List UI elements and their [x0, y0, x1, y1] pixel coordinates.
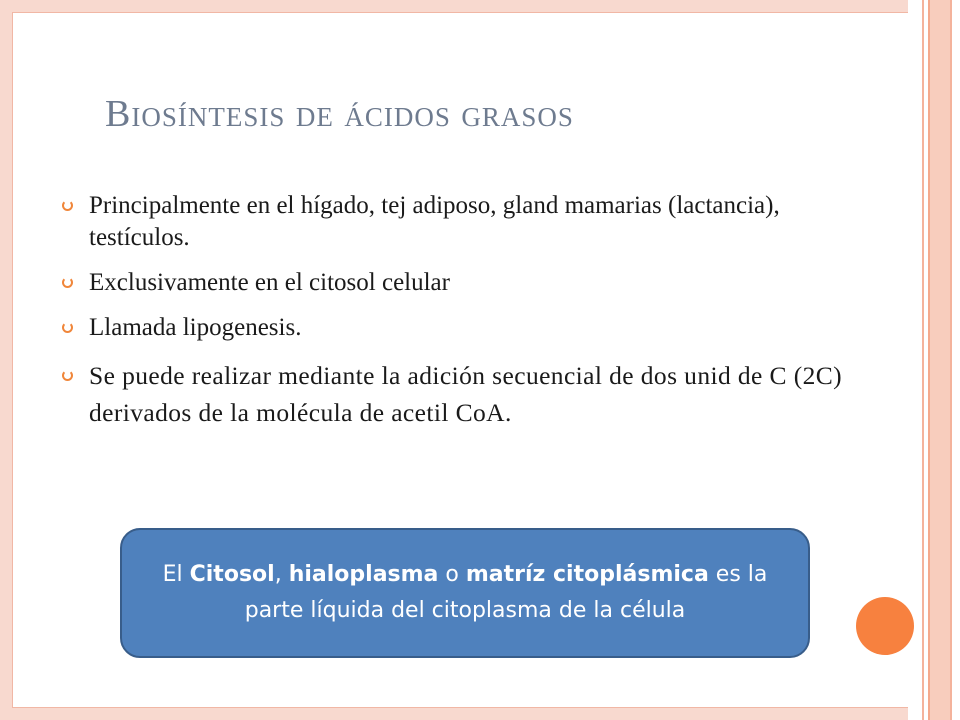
bullet-marker-icon — [62, 370, 73, 381]
bullet-list — [62, 190, 862, 444]
callout-term-matriz: matríz citoplásmica — [465, 562, 709, 587]
bullet-text: Principalmente en el hígado, tej adiposo, gland mamarias (lactancia), testículos. — [89, 192, 780, 251]
bullet-marker-icon — [62, 277, 73, 288]
callout-text-part: o — [438, 562, 466, 587]
bullet-item — [62, 357, 862, 431]
bullet-item — [62, 312, 862, 344]
bullet-marker-icon — [62, 322, 73, 333]
bullet-item — [62, 267, 862, 299]
bullet-marker-icon — [62, 200, 73, 211]
bullet-text: Llamada lipogenesis. — [89, 314, 302, 341]
right-decorative-band — [918, 0, 960, 720]
slide-title: Biosíntesis de ácidos grasos — [105, 93, 574, 135]
definition-callout-box — [120, 528, 810, 658]
callout-term-citosol: Citosol — [189, 562, 275, 587]
decorative-orange-circle — [856, 597, 914, 655]
bullet-item — [62, 190, 862, 254]
callout-text — [136, 557, 794, 629]
callout-term-hialoplasma: hialoplasma — [288, 562, 439, 587]
bullet-text: Se puede realizar mediante la adición secuencial de dos unid de C (2C) derivados de la molécula de acetil CoA. — [89, 361, 843, 427]
bullet-text: Exclusivamente en el citosol celular — [89, 269, 450, 296]
callout-text-part: , — [274, 562, 289, 587]
callout-text-part: El — [162, 562, 190, 587]
callout-text-part: es la parte líquida del citoplasma de la célula — [244, 562, 768, 623]
right-decorative-line — [928, 0, 930, 720]
